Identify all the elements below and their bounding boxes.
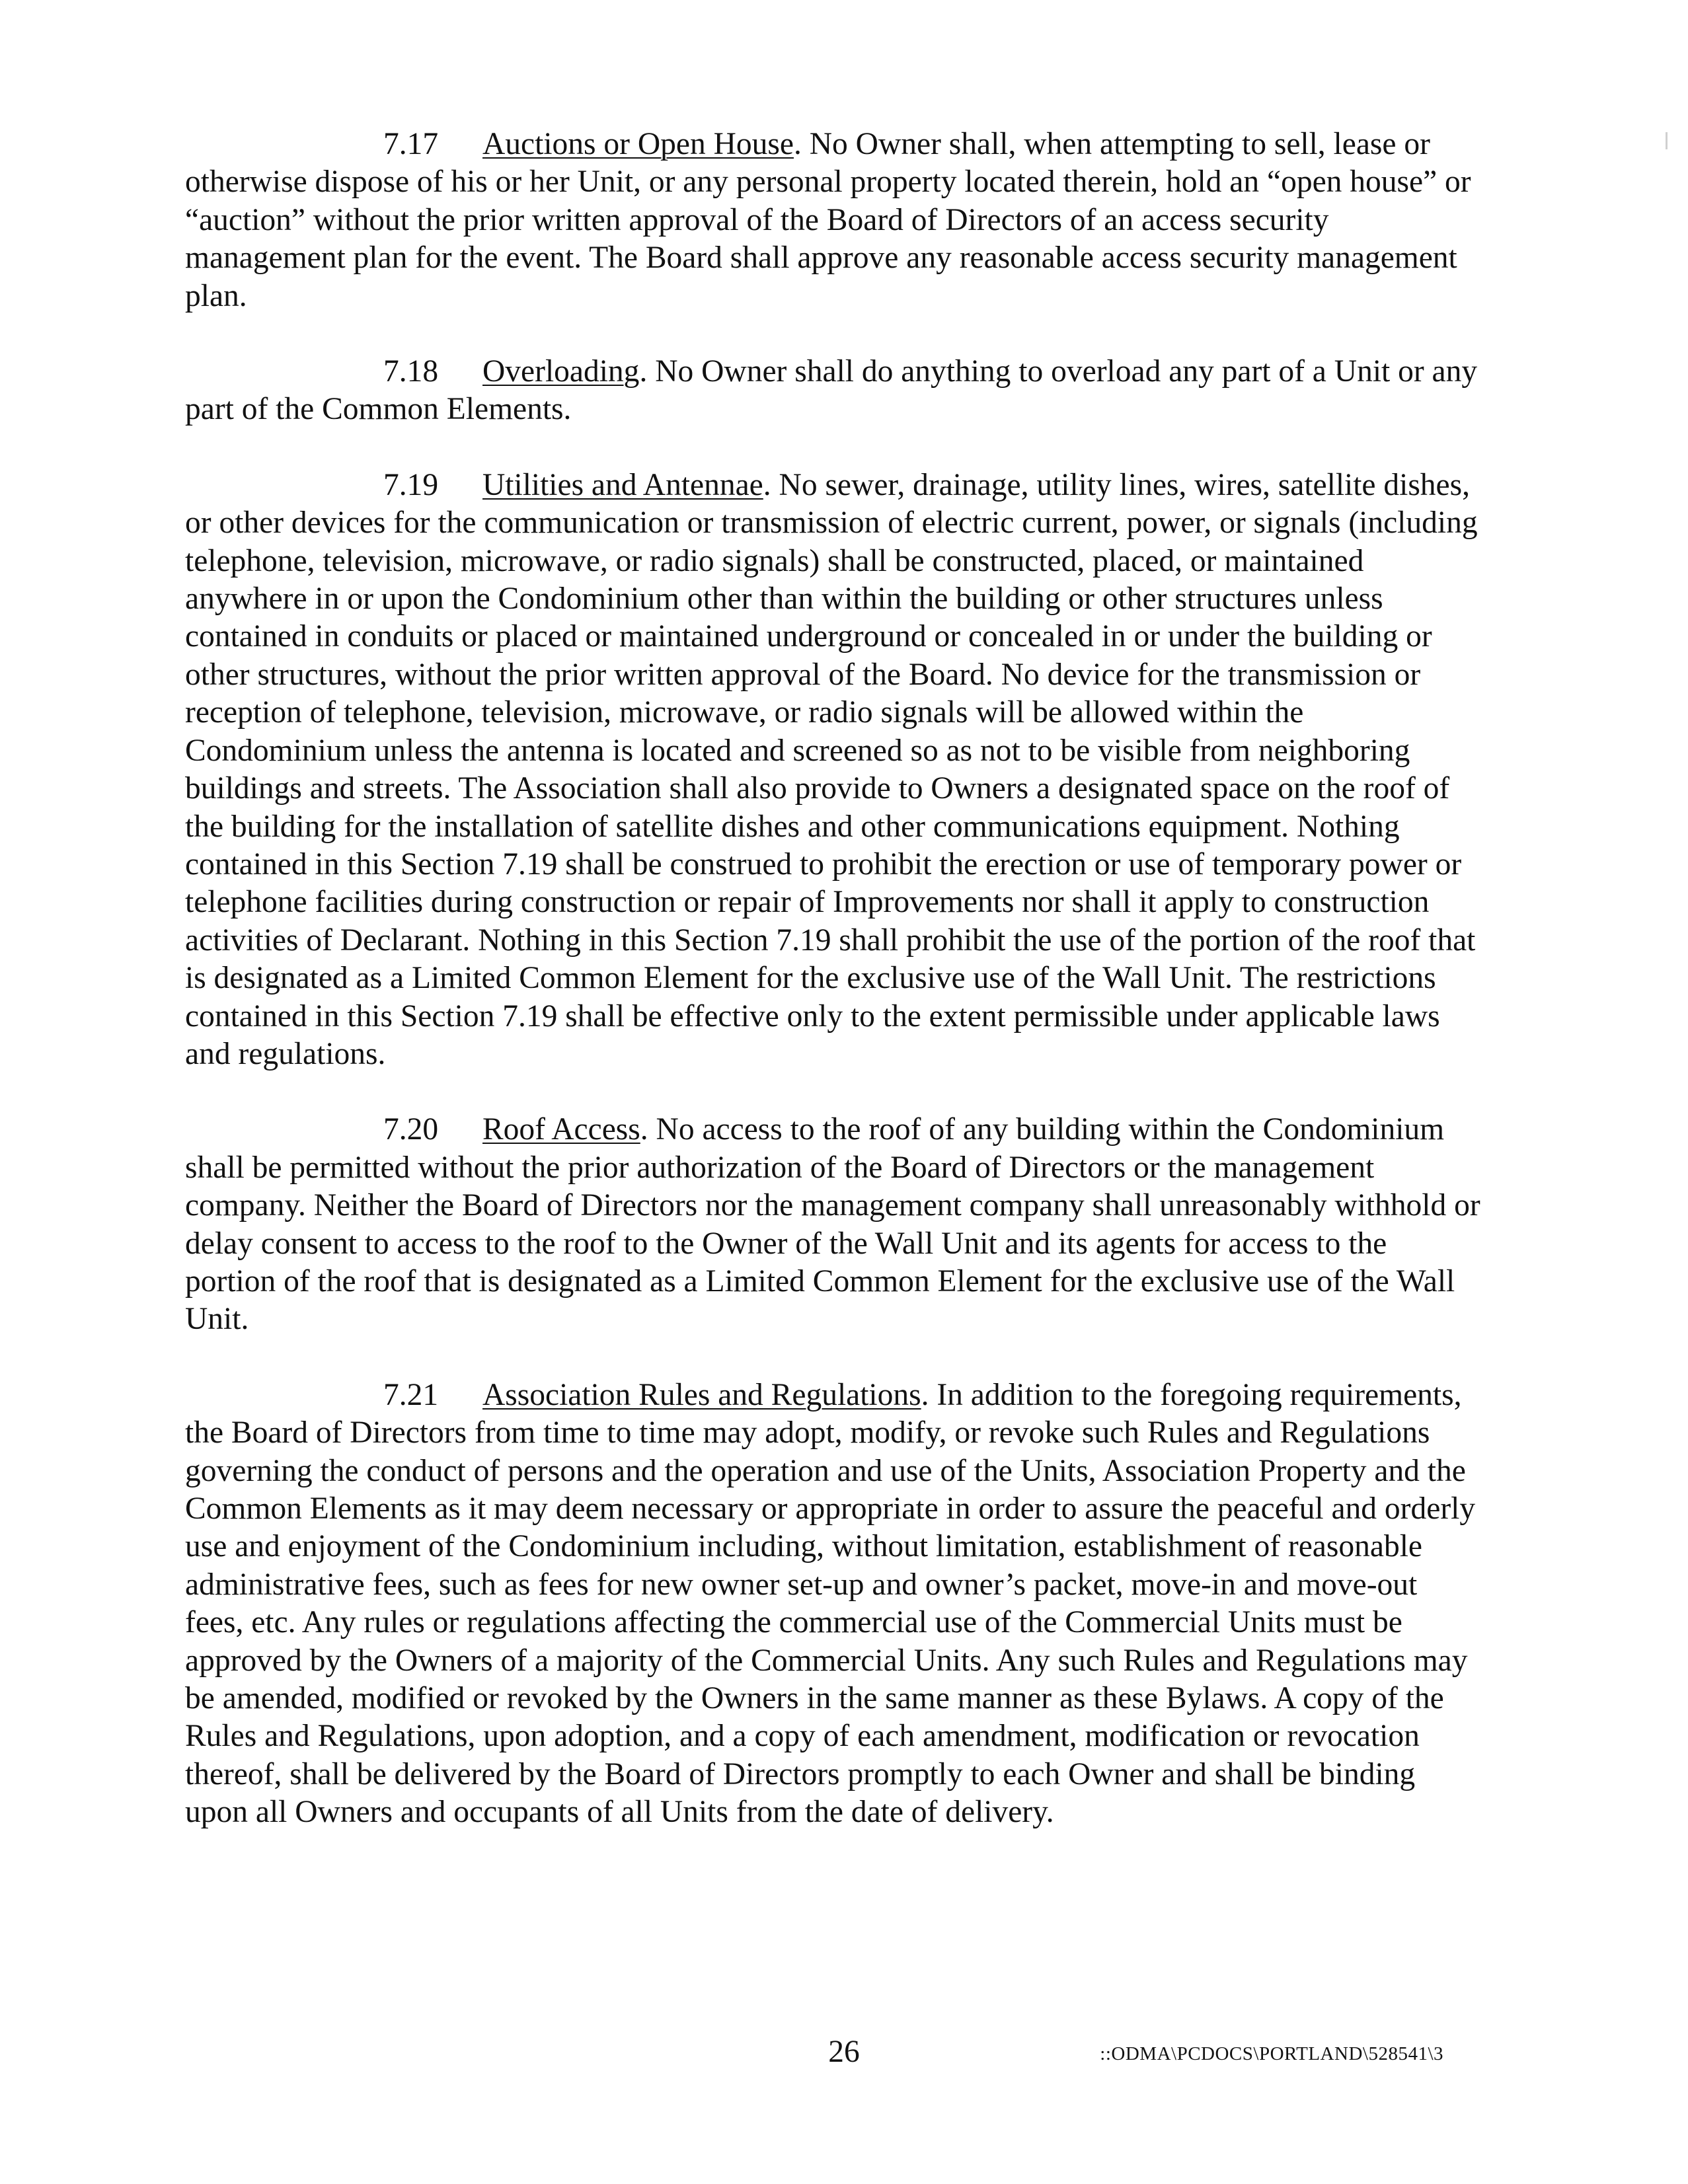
section-text: . No access to the roof of any building within the Condominium shall be permitted without the prior authorization of the Board of Directors or the management company. Neither the Board of Directors nor the management company shall unreasonably withhold or delay consent to access to the roof to the Owner of the Wall Unit and its agents for access to the portion of the roof that is designated as a Limited Common Element for the exclusive use of the Wall Unit. [185, 1112, 1480, 1337]
section-7-20 [185, 1111, 1480, 1338]
section-text: . In addition to the foregoing requirements, the Board of Directors from time to time may adopt, modify, or revoke such Rules and Regulations governing the conduct of persons and the operation and use of the Units, Association Property and the Common Elements as it may deem necessary or appropriate in order to assure the peaceful and orderly use and enjoyment of the Condominium including, without limitation, establishment of reasonable administrative fees, such as fees for new owner set-up and owner’s packet, move-in and move-out fees, etc. Any rules or regulations affecting the commercial use of the Commercial Units must be approved by the Owners of a majority of the Commercial Units. Any such Rules and Regulations may be amended, modified or revoked by the Owners in the same manner as these Bylaws. A copy of the Rules and Regulations, upon adoption, and a copy of each amendment, modification or revocation thereof, shall be delivered by the Board of Directors promptly to each Owner and shall be binding upon all Owners and occupants of all Units from the date of delivery. [185, 1377, 1476, 1830]
section-7-19 [185, 467, 1480, 1074]
section-title: Overloading [482, 354, 640, 389]
scan-edge-mark [1666, 132, 1668, 149]
section-number: 7.18 [383, 354, 439, 389]
section-title: Roof Access [482, 1112, 640, 1147]
section-title: Auctions or Open House [482, 127, 794, 161]
section-text: . No Owner shall do anything to overload any part of a Unit or any part of the Common Elements. [185, 354, 1478, 427]
section-title: Utilities and Antennae [482, 467, 763, 502]
section-number: 7.17 [383, 127, 439, 161]
section-text: . No sewer, drainage, utility lines, wires, satellite dishes, or other devices for the communication or transmission of electric current, power, or signals (including telephone, television, microwave, or radio signals) shall be constructed, placed, or maintained anywhere in or upon the Condominium other than within the building or other structures unless contained in conduits or placed or maintained underground or concealed in or under the building or other structures, without the prior written approval of the Board. No device for the transmission or reception of telephone, television, microwave, or radio signals will be allowed within the Condominium unless the antenna is located and screened so as not to be visible from neighboring buildings and streets. The Association shall also provide to Owners a designated space on the roof of the building for the installation of satellite dishes and other communications equipment. Nothing contained in this Section 7.19 shall be construed to prohibit the erection or use of temporary power or telephone facilities during construction or repair of Improvements nor shall it apply to construction activities of Declarant. Nothing in this Section 7.19 shall prohibit the use of the portion of the roof that is designated as a Limited Common Element for the exclusive use of the Wall Unit. The restrictions contained in this Section 7.19 shall be effective only to the extent permissible under applicable laws and regulations. [185, 467, 1478, 1071]
document-body [185, 126, 1480, 1869]
section-number: 7.20 [383, 1112, 439, 1147]
section-number: 7.19 [383, 467, 439, 502]
section-title: Association Rules and Regulations [482, 1377, 921, 1412]
section-7-21 [185, 1376, 1480, 1832]
document-reference: ::ODMA\PCDOCS\PORTLAND\528541\3 [1100, 2043, 1443, 2064]
section-7-18 [185, 353, 1480, 429]
section-7-17 [185, 126, 1480, 315]
page-number: 26 [828, 2035, 860, 2069]
section-text: . No Owner shall, when attempting to sell, lease or otherwise dispose of his or her Unit, or any personal property located therein, hold an “open house” or “auction” without the prior written approval of the Board of Directors of an access security management plan for the event. The Board shall approve any reasonable access security management plan. [185, 127, 1471, 313]
section-number: 7.21 [383, 1377, 439, 1412]
